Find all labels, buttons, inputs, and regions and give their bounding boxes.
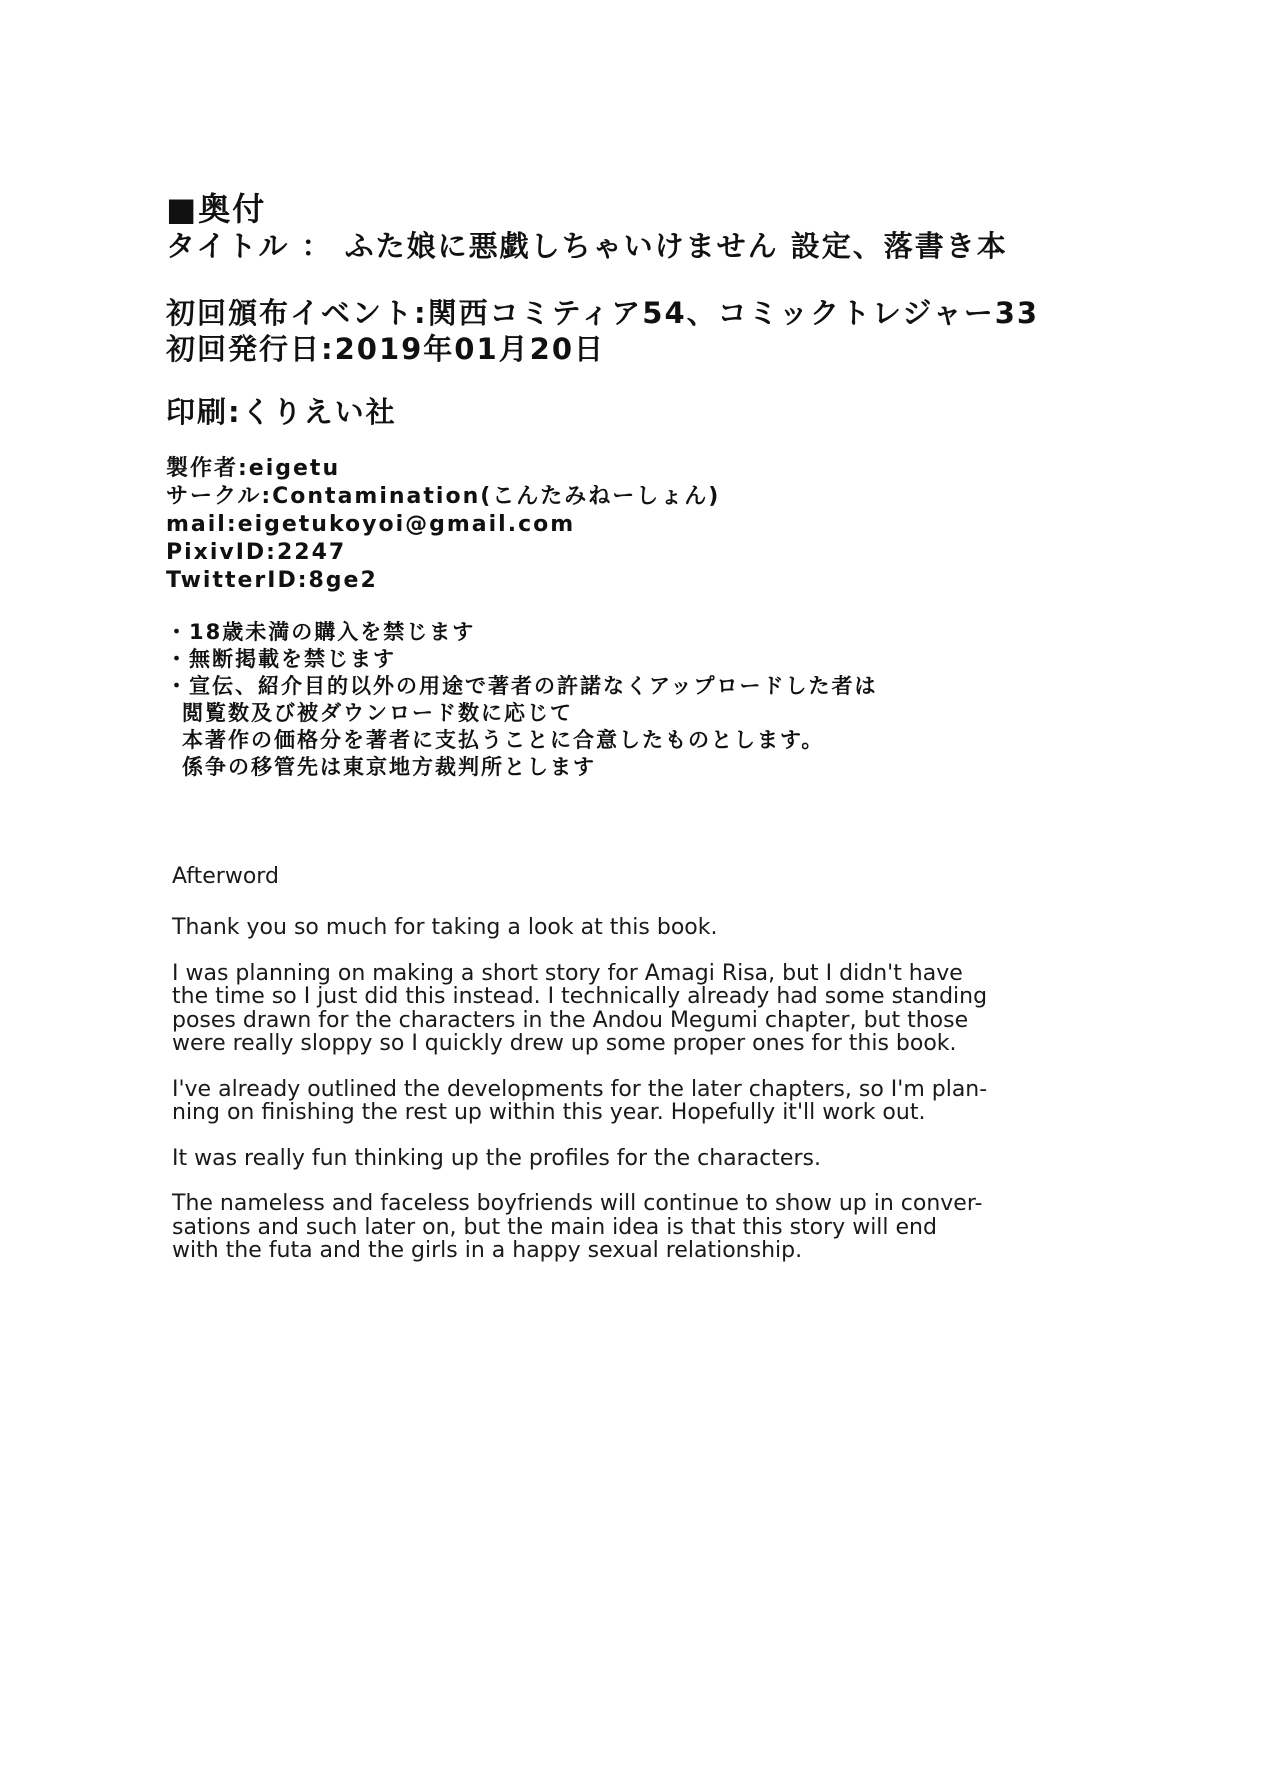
notice-item: 閲覧数及び被ダウンロード数に応じて: [182, 701, 573, 725]
event-line: 初回頒布イベント:関西コミティア54、コミックトレジャー33: [166, 296, 1040, 330]
afterword-line: sations and such later on, but the main idea is that this story will end: [172, 1214, 937, 1240]
afterword-paragraph: [172, 1078, 1072, 1125]
title-line: タイトル ： ふた娘に悪戯しちゃいけません 設定、落書き本: [166, 229, 1008, 263]
afterword-paragraph: [172, 1192, 1072, 1263]
printer-line: 印刷:くりえい社: [166, 395, 397, 429]
afterword: [172, 864, 1072, 1285]
afterword-line: I was planning on making a short story for Amagi Risa, but I didn't have: [172, 960, 963, 986]
afterword-paragraph: [172, 916, 1072, 940]
afterword-paragraph: [172, 1147, 1072, 1171]
afterword-line: with the futa and the girls in a happy sexual relationship.: [172, 1238, 803, 1263]
afterword-line: The nameless and faceless boyfriends will continue to show up in conver-: [172, 1191, 983, 1216]
author-info: [166, 455, 1166, 595]
twitter-line: TwitterID:8ge2: [166, 568, 378, 593]
afterword-line: poses drawn for the characters in the Andou Megumi chapter, but those: [172, 1007, 969, 1033]
circle-line: サークル:Contamination(こんたみねーしょん): [166, 484, 721, 509]
date-line: 初回発行日:2019年01月20日: [166, 332, 606, 366]
afterword-line: were really sloppy so I quickly drew up some proper ones for this book.: [172, 1031, 957, 1056]
afterword-line: ning on finishing the rest up within this year. Hopefully it'll work out.: [172, 1100, 926, 1125]
notice-item: ・無断掲載を禁じます: [166, 647, 396, 671]
notice-item: ・宣伝、紹介目的以外の用途で著者の許諾なくアップロードした者は: [166, 674, 878, 698]
afterword-line: I've already outlined the developments for the later chapters, so I'm plan-: [172, 1076, 988, 1102]
colophon-heading: ■奥付: [166, 190, 267, 228]
notice-item: ・18歳未満の購入を禁じます: [166, 620, 476, 644]
mail-line: mail:eigetukoyoi@gmail.com: [166, 512, 576, 537]
notice-item: 本著作の価格分を著者に支払うことに合意したものとします。: [182, 728, 825, 752]
notice-item: 係争の移管先は東京地方裁判所とします: [182, 755, 596, 779]
afterword-line: Thank you so much for taking a look at this book.: [172, 915, 718, 940]
printer-info: [166, 394, 1166, 430]
release-info: [166, 295, 1166, 367]
afterword-title: Afterword: [172, 864, 279, 889]
afterword-paragraph: [172, 962, 1072, 1056]
afterword-line: the time so I just did this instead. I technically already had some standing: [172, 984, 988, 1009]
colophon: [166, 190, 1166, 781]
afterword-line: It was really fun thinking up the profiles for the characters.: [172, 1145, 821, 1171]
pixiv-line: PixivID:2247: [166, 540, 347, 565]
notice-list: [166, 619, 1166, 781]
author-line: 製作者:eigetu: [166, 456, 341, 481]
